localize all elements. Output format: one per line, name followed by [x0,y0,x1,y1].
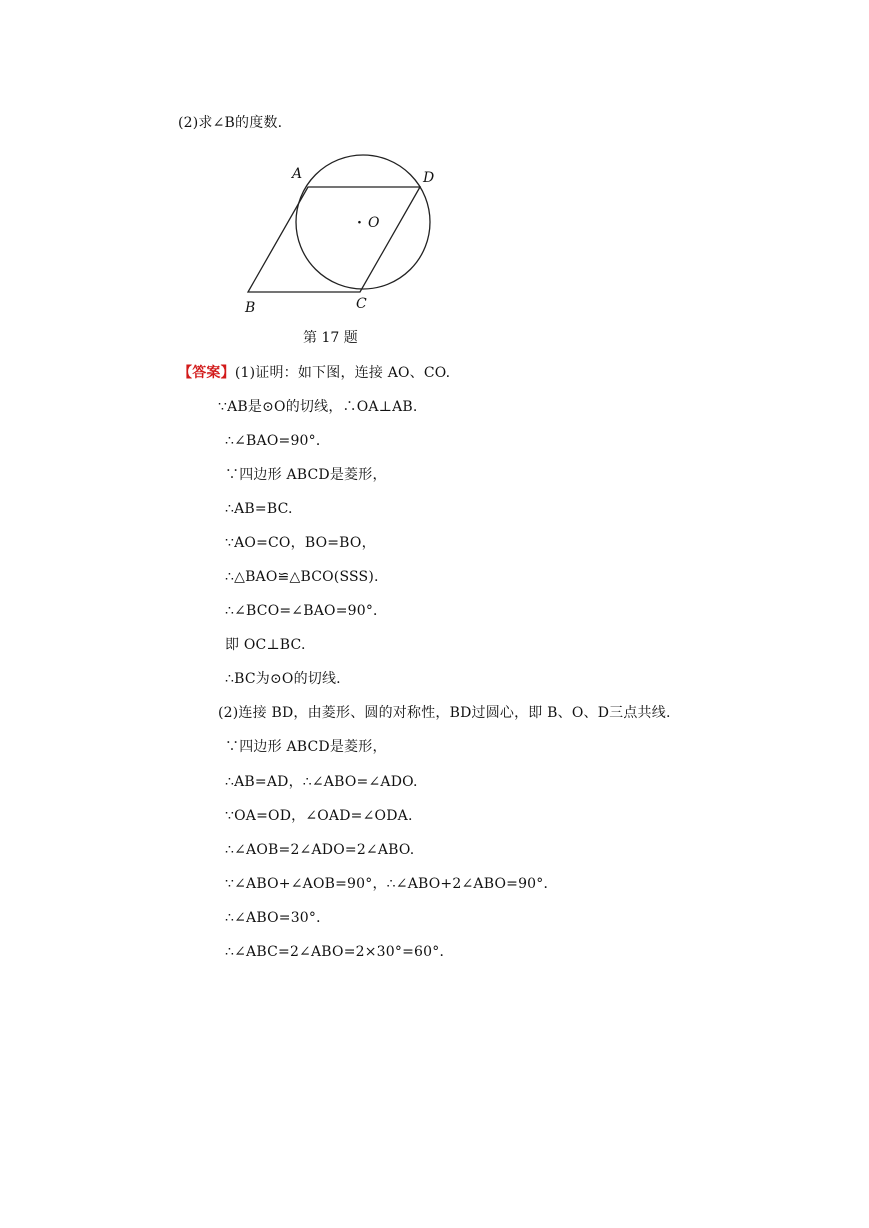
answer-line: ∵AO=CO，BO=BO， [225,535,376,551]
answer-line: ∴BC为⊙O的切线. [225,671,341,687]
answer-line: ∴AB=AD，∴∠ABO=∠ADO. [225,774,418,790]
center-dot: · [357,215,362,231]
label-o: O [368,215,380,231]
answer-line: ∴△BAO≌△BCO(SSS). [225,569,379,585]
rhombus-circle-figure [235,150,445,320]
label-c: C [356,296,367,312]
answer-line: ∵∠ABO+∠AOB=90°，∴∠ABO+2∠ABO=90°． [225,876,558,892]
answer-line: ∴∠AOB=2∠ADO=2∠ABO. [225,842,415,858]
answer-line: ∴∠BCO=∠BAO=90°． [225,603,388,619]
answer-line: ∴∠BAO=90°． [225,433,331,449]
label-a: A [292,166,303,182]
answer-line: 即 OC⊥BC. [225,637,306,653]
answer-line: ∴∠ABO=30°． [225,910,331,926]
answer-line: ∴AB=BC. [225,501,293,517]
label-b: B [245,300,256,316]
label-d: D [423,170,435,186]
answer-line: ∵OA=OD，∠OAD=∠ODA. [225,808,413,824]
answer-intro-line [178,363,450,383]
answer-line: ∵四边形 ABCD是菱形， [225,739,387,755]
circle-o [296,155,430,289]
answer-line: ∵四边形 ABCD是菱形， [225,467,387,483]
rhombus-abcd [248,187,420,292]
figure-caption: 第 17 题 [303,330,358,346]
answer-line: (2)连接 BD，由菱形、圆的对称性，BD过圆心，即 B、O、D三点共线. [218,705,671,721]
question-part-2: (2)求∠B的度数. [178,115,283,131]
answer-tag: 【答案】 [178,365,235,381]
answer-intro: (1)证明：如下图，连接 AO、CO. [234,365,451,381]
answer-line: ∵AB是⊙O的切线，∴OA⊥AB. [218,399,418,415]
answer-line: ∴∠ABC=2∠ABO=2×30°=60°． [225,944,454,960]
